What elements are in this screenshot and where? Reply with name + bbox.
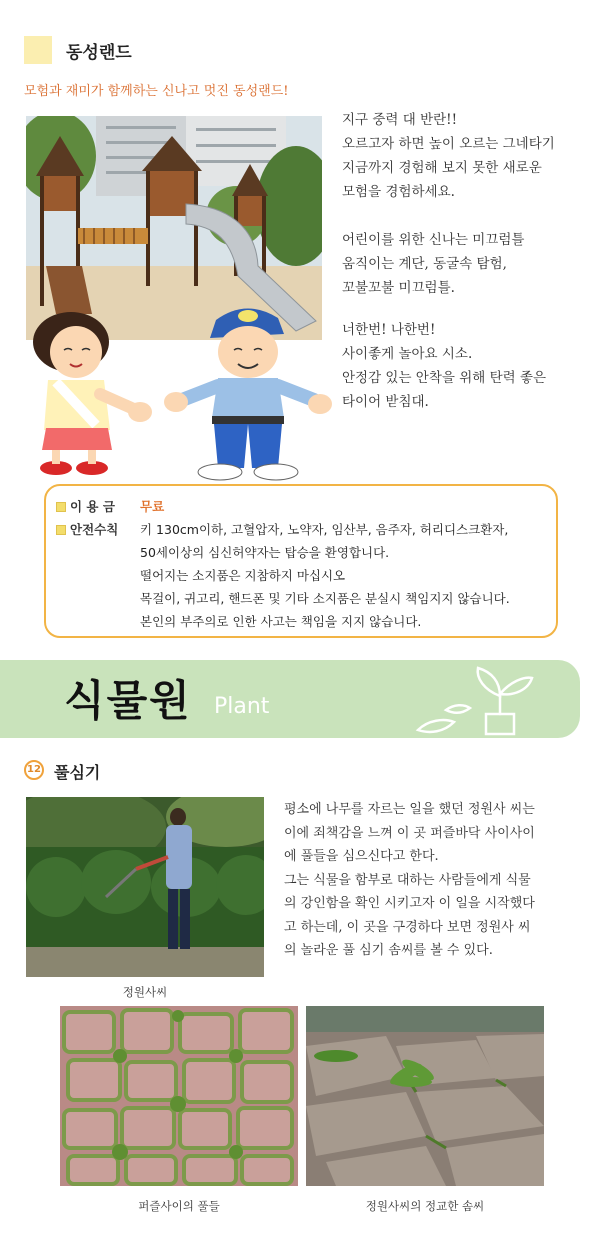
page-title: 동성랜드 — [66, 43, 132, 63]
fee-label: 이 용 금 — [70, 499, 115, 514]
intro-paragraph-3 — [342, 318, 592, 414]
text-line: 어린이를 위한 신나는 미끄럼틀 — [342, 232, 525, 248]
bullet-icon — [56, 502, 66, 512]
text-line: 그는 식물을 함부로 대하는 사람들에게 식물 — [284, 872, 531, 888]
text-line: 고 하는데, 이 곳을 구경하다 보면 정원사 씨 — [284, 919, 531, 935]
puzzle-grass-photo — [60, 1006, 298, 1186]
text-line: 타이어 받침대. — [342, 394, 429, 410]
text-line: 모험을 경험하세요. — [342, 184, 455, 200]
bullet-icon — [56, 525, 66, 535]
subsection-paragraph — [284, 798, 576, 963]
intro-paragraph-1 — [342, 108, 592, 204]
text-line: 오르고자 하면 높이 오르는 그네타기 — [342, 136, 555, 152]
rule-line: 목걸이, 귀고리, 핸드폰 및 기타 소지품은 분실시 책임지지 않습니다. — [140, 591, 510, 606]
page-subtitle: 모험과 재미가 함께하는 신나고 멋진 동성랜드! — [24, 84, 289, 99]
text-line: 의 놀라운 풀 심기 솜씨를 볼 수 있다. — [284, 943, 493, 958]
text-line: 꼬불꼬불 미끄럼틀. — [342, 280, 455, 296]
rule-line: 본인의 부주의로 인한 사고는 책임을 지지 않습니다. — [140, 614, 422, 629]
text-line: 너한번! 나한번! — [342, 322, 436, 338]
rule-line: 50세이상의 심신허약자는 탑승을 환영합니다. — [140, 545, 390, 560]
section-title: 식물원 — [64, 676, 192, 725]
fee-value: 무료 — [140, 499, 165, 514]
text-line: 이에 죄책감을 느껴 이 곳 퍼즐바닥 사이사이 — [284, 825, 535, 841]
text-line: 에 풀들을 심으신다고 한다. — [284, 849, 439, 864]
caption-skill: 정원사씨의 정교한 솜씨 — [365, 1199, 485, 1213]
text-line: 평소에 나무를 자르는 일을 했던 정원사 씨는 — [284, 802, 535, 817]
info-box — [44, 484, 558, 638]
rule-line: 키 130cm이하, 고혈압자, 노약자, 임산부, 음주자, 허리디스크환자, — [140, 522, 509, 537]
text-line: 지구 중력 대 반란!! — [342, 112, 458, 128]
text-line: 지금까지 경험해 보지 못한 새로운 — [342, 160, 542, 176]
text-line: 안정감 있는 안착을 위해 탄력 좋은 — [342, 370, 547, 386]
text-line: 움직이는 계단, 동굴속 탐험, — [342, 256, 507, 272]
section-title-english: Plant — [214, 694, 270, 719]
subsection-title: 풀심기 — [54, 763, 101, 782]
gardener-photo — [26, 797, 264, 977]
rule-line: 떨어지는 소지품은 지참하지 마십시오 — [140, 568, 346, 583]
intro-paragraph-2 — [342, 228, 592, 300]
man-mascot — [164, 308, 332, 480]
woman-mascot — [33, 312, 152, 475]
title-marker — [24, 36, 52, 64]
plant-icon — [410, 664, 540, 738]
mascot-illustration — [26, 300, 336, 486]
gardener-skill-photo — [306, 1006, 544, 1186]
caption-gardener: 정원사씨 — [122, 985, 168, 999]
section-number-badge: 12 — [24, 760, 44, 780]
caption-grass: 퍼즐사이의 풀들 — [138, 1199, 220, 1213]
text-line: 의 강인함을 확인 시키고자 이 일을 시작했다 — [284, 896, 535, 911]
safety-label: 안전수칙 — [70, 522, 119, 537]
text-line: 사이좋게 놀아요 시소. — [342, 346, 473, 362]
